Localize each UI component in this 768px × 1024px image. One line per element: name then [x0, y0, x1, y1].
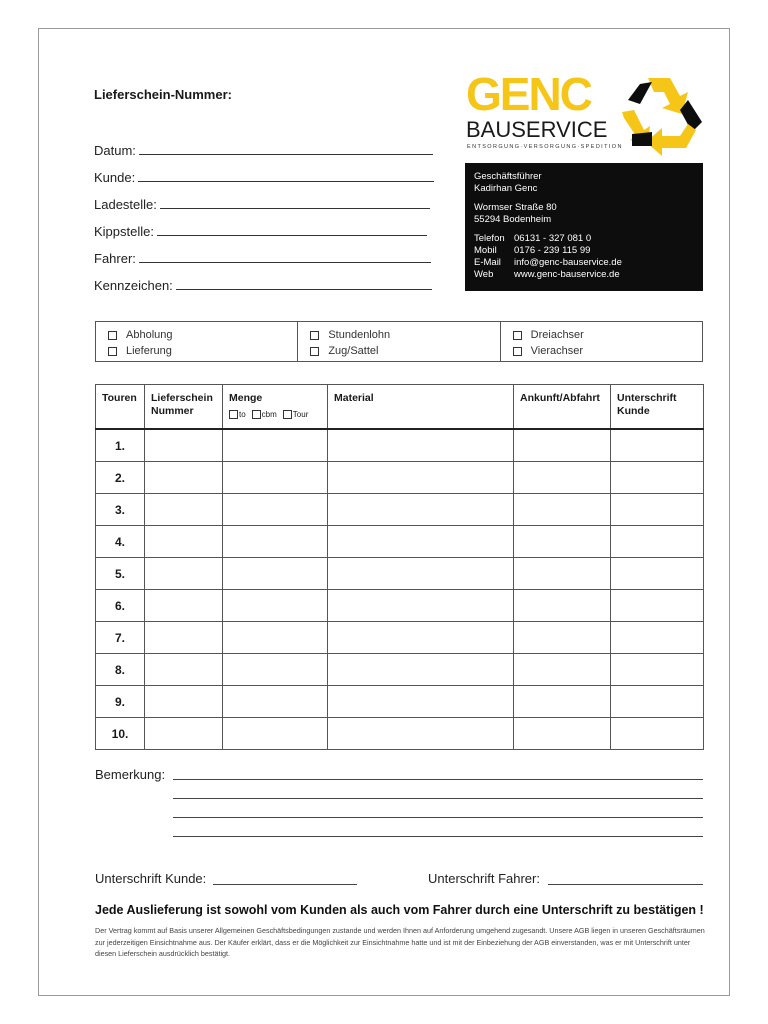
row-number: 10.: [96, 718, 145, 750]
header-customer-signature-line2: Kunde: [617, 405, 650, 417]
table-row: [96, 590, 704, 622]
option-hourly[interactable]: [310, 327, 499, 343]
contact-email-value: info@genc-bauservice.de: [514, 257, 622, 268]
logo-brand-text: GENC: [466, 68, 591, 120]
delivery-note-number-label: Lieferschein-Nummer:: [94, 87, 232, 102]
row-number: 3.: [96, 494, 145, 526]
table-row: [96, 429, 704, 462]
header-delivery-number-line2: Nummer: [151, 405, 194, 417]
cell-quantity[interactable]: [223, 590, 328, 622]
unit-to-label: to: [239, 410, 246, 419]
signature-notice: Jede Auslieferung ist sowohl vom Kunden als auch vom Fahrer durch eine Unterschrift zu bestätigen !: [95, 903, 704, 917]
cell-delivery-number[interactable]: [145, 590, 223, 622]
option-pickup[interactable]: [108, 327, 297, 343]
option-delivery-label: Lieferung: [126, 345, 172, 357]
unit-tour-checkbox[interactable]: [283, 410, 292, 419]
cell-customer-signature[interactable]: [611, 462, 704, 494]
field-loading-point[interactable]: [94, 197, 430, 212]
options-col-billing: [298, 322, 500, 361]
cell-arrival-departure[interactable]: [514, 654, 611, 686]
logo-tagline: ENTSORGUNG·VERSORGUNG·SPEDITION: [467, 144, 623, 150]
field-date-label: Datum:: [94, 143, 136, 158]
cell-material[interactable]: [328, 429, 514, 462]
contact-phone-value: 06131 - 327 081 0: [514, 233, 592, 244]
field-customer-label: Kunde:: [94, 170, 136, 185]
header-customer-signature-line1: Unterschrift: [617, 392, 677, 404]
unit-cbm-checkbox[interactable]: [252, 410, 261, 419]
options-box: [95, 321, 703, 362]
header-arrival-departure: [514, 385, 611, 430]
cell-arrival-departure[interactable]: [514, 590, 611, 622]
header-material-label: Material: [334, 392, 374, 404]
field-customer[interactable]: [94, 170, 434, 185]
customer-signature-line[interactable]: [213, 884, 357, 885]
table-row: [96, 718, 704, 750]
contact-web-label: Web: [474, 269, 494, 280]
contact-mobile-row: [474, 245, 703, 257]
cell-delivery-number[interactable]: [145, 622, 223, 654]
cell-quantity[interactable]: [223, 654, 328, 686]
unit-cbm-label: cbm: [261, 410, 277, 419]
table-row: [96, 654, 704, 686]
option-three-axle[interactable]: [513, 327, 702, 343]
cell-delivery-number[interactable]: [145, 686, 223, 718]
cell-delivery-number[interactable]: [145, 494, 223, 526]
field-driver[interactable]: [94, 251, 431, 266]
tours-table: [95, 384, 704, 750]
cell-material[interactable]: [328, 462, 514, 494]
remarks-label: Bemerkung:: [95, 767, 166, 782]
cell-material[interactable]: [328, 718, 514, 750]
table-row: [96, 494, 704, 526]
options-col-axles: [501, 322, 702, 361]
table-row: [96, 462, 704, 494]
contact-phone-label: Telefon: [474, 233, 505, 244]
customer-signature-label: Unterschrift Kunde:: [95, 871, 207, 886]
cell-material[interactable]: [328, 686, 514, 718]
row-number: 7.: [96, 622, 145, 654]
cell-delivery-number[interactable]: [145, 558, 223, 590]
cell-arrival-departure[interactable]: [514, 718, 611, 750]
row-number: 1.: [96, 429, 145, 462]
field-license-plate[interactable]: [94, 278, 432, 293]
cell-quantity[interactable]: [223, 718, 328, 750]
option-trailer-label: Zug/Sattel: [328, 345, 379, 357]
cell-material[interactable]: [328, 494, 514, 526]
header-arrival-departure-label: Ankunft/Abfahrt: [520, 392, 600, 404]
recycle-icon: [618, 70, 708, 158]
quantity-units: [229, 408, 321, 421]
option-pickup-label: Abholung: [126, 329, 173, 341]
contact-role: Geschäftsführer: [474, 171, 542, 182]
cell-customer-signature[interactable]: [611, 654, 704, 686]
terms-fineprint: Der Vertrag kommt auf Basis unserer Allgemeinen Geschäftsbedingungen zustande und werden Ihnen auf Anforderung umgehend zugesandt. Unsere AGB liegen in unseren Geschäftsräumen zur jederzeitigen Einsichtnahme aus. Der Käufer erklärt, dass er die Möglichkeit zur Einsichtnahme hatte und ist mit der Einbeziehung der AGB einverstanden, was er mit Unterschrift unter diesen Lieferschein ausdrücklich bestätigt.: [95, 926, 705, 958]
header-quantity-label: Menge: [229, 392, 263, 404]
cell-quantity[interactable]: [223, 429, 328, 462]
remarks-line-4[interactable]: [173, 836, 703, 837]
cell-arrival-departure[interactable]: [514, 462, 611, 494]
contact-box: [465, 163, 703, 291]
option-delivery-checkbox[interactable]: [108, 347, 117, 356]
cell-customer-signature[interactable]: [611, 622, 704, 654]
cell-customer-signature[interactable]: [611, 429, 704, 462]
field-loading-point-label: Ladestelle:: [94, 197, 157, 212]
option-trailer-checkbox[interactable]: [310, 347, 319, 356]
field-dump-point[interactable]: [94, 224, 427, 239]
remarks-line-1[interactable]: [173, 779, 703, 780]
field-license-plate-line[interactable]: [176, 288, 432, 290]
cell-quantity[interactable]: [223, 462, 328, 494]
cell-arrival-departure[interactable]: [514, 558, 611, 590]
cell-material[interactable]: [328, 558, 514, 590]
cell-material[interactable]: [328, 526, 514, 558]
row-number: 2.: [96, 462, 145, 494]
cell-arrival-departure[interactable]: [514, 686, 611, 718]
contact-mobile-value: 0176 - 239 115 99: [514, 245, 591, 256]
contact-city: 55294 Bodenheim: [474, 214, 552, 225]
table-row: [96, 622, 704, 654]
field-loading-point-line[interactable]: [160, 207, 430, 209]
logo-sub-text: BAUSERVICE: [466, 117, 608, 142]
cell-customer-signature[interactable]: [611, 558, 704, 590]
field-dump-point-label: Kippstelle:: [94, 224, 154, 239]
header-customer-signature: [611, 385, 704, 430]
header-delivery-number: [145, 385, 223, 430]
contact-email-label: E-Mail: [474, 257, 501, 268]
driver-signature-line[interactable]: [548, 884, 703, 885]
unit-to-checkbox[interactable]: [229, 410, 238, 419]
row-number: 8.: [96, 654, 145, 686]
cell-delivery-number[interactable]: [145, 654, 223, 686]
cell-material[interactable]: [328, 654, 514, 686]
field-license-plate-label: Kennzeichen:: [94, 278, 173, 293]
cell-customer-signature[interactable]: [611, 590, 704, 622]
row-number: 5.: [96, 558, 145, 590]
option-four-axle[interactable]: [513, 343, 702, 359]
contact-email-row: [474, 257, 703, 269]
option-three-axle-label: Dreiachser: [530, 329, 584, 341]
cell-delivery-number[interactable]: [145, 718, 223, 750]
contact-web-value: www.genc-bauservice.de: [514, 269, 620, 280]
cell-material[interactable]: [328, 590, 514, 622]
contact-street: Wormser Straße 80: [474, 202, 557, 213]
table-row: [96, 526, 704, 558]
cell-quantity[interactable]: [223, 494, 328, 526]
field-customer-line[interactable]: [138, 180, 434, 182]
cell-quantity[interactable]: [223, 686, 328, 718]
field-dump-point-line[interactable]: [157, 234, 427, 236]
option-trailer[interactable]: [310, 343, 499, 359]
cell-delivery-number[interactable]: [145, 526, 223, 558]
field-driver-label: Fahrer:: [94, 251, 136, 266]
cell-customer-signature[interactable]: [611, 526, 704, 558]
cell-delivery-number[interactable]: [145, 462, 223, 494]
header-material: [328, 385, 514, 430]
cell-quantity[interactable]: [223, 622, 328, 654]
unit-tour-label: Tour: [292, 410, 309, 419]
header-tours: [96, 385, 145, 430]
remarks-line-2[interactable]: [173, 798, 703, 799]
cell-customer-signature[interactable]: [611, 718, 704, 750]
cell-arrival-departure[interactable]: [514, 429, 611, 462]
driver-signature-label: Unterschrift Fahrer:: [428, 871, 540, 886]
field-driver-line[interactable]: [139, 261, 431, 263]
table-row: [96, 558, 704, 590]
row-number: 9.: [96, 686, 145, 718]
tours-table-header: [96, 385, 704, 430]
row-number: 4.: [96, 526, 145, 558]
cell-arrival-departure[interactable]: [514, 494, 611, 526]
cell-customer-signature[interactable]: [611, 494, 704, 526]
cell-delivery-number[interactable]: [145, 429, 223, 462]
option-four-axle-label: Vierachser: [530, 345, 584, 357]
contact-phone-row: [474, 233, 703, 245]
cell-quantity[interactable]: [223, 558, 328, 590]
cell-arrival-departure[interactable]: [514, 526, 611, 558]
option-three-axle-checkbox[interactable]: [513, 331, 522, 340]
option-hourly-label: Stundenlohn: [328, 329, 391, 341]
option-four-axle-checkbox[interactable]: [513, 347, 522, 356]
field-date[interactable]: [94, 143, 433, 158]
option-delivery[interactable]: [108, 343, 297, 359]
row-number: 6.: [96, 590, 145, 622]
cell-customer-signature[interactable]: [611, 686, 704, 718]
table-row: [96, 686, 704, 718]
option-pickup-checkbox[interactable]: [108, 331, 117, 340]
cell-material[interactable]: [328, 622, 514, 654]
header-quantity: [223, 385, 328, 430]
contact-web-row: [474, 269, 703, 281]
contact-mobile-label: Mobil: [474, 245, 497, 256]
options-col-type: [96, 322, 298, 361]
cell-quantity[interactable]: [223, 526, 328, 558]
contact-name: Kadirhan Genc: [474, 183, 538, 194]
cell-arrival-departure[interactable]: [514, 622, 611, 654]
field-date-line[interactable]: [139, 153, 433, 155]
header-tours-label: Touren: [102, 392, 137, 404]
option-hourly-checkbox[interactable]: [310, 331, 319, 340]
header-delivery-number-line1: Lieferschein: [151, 392, 213, 404]
remarks-line-3[interactable]: [173, 817, 703, 818]
